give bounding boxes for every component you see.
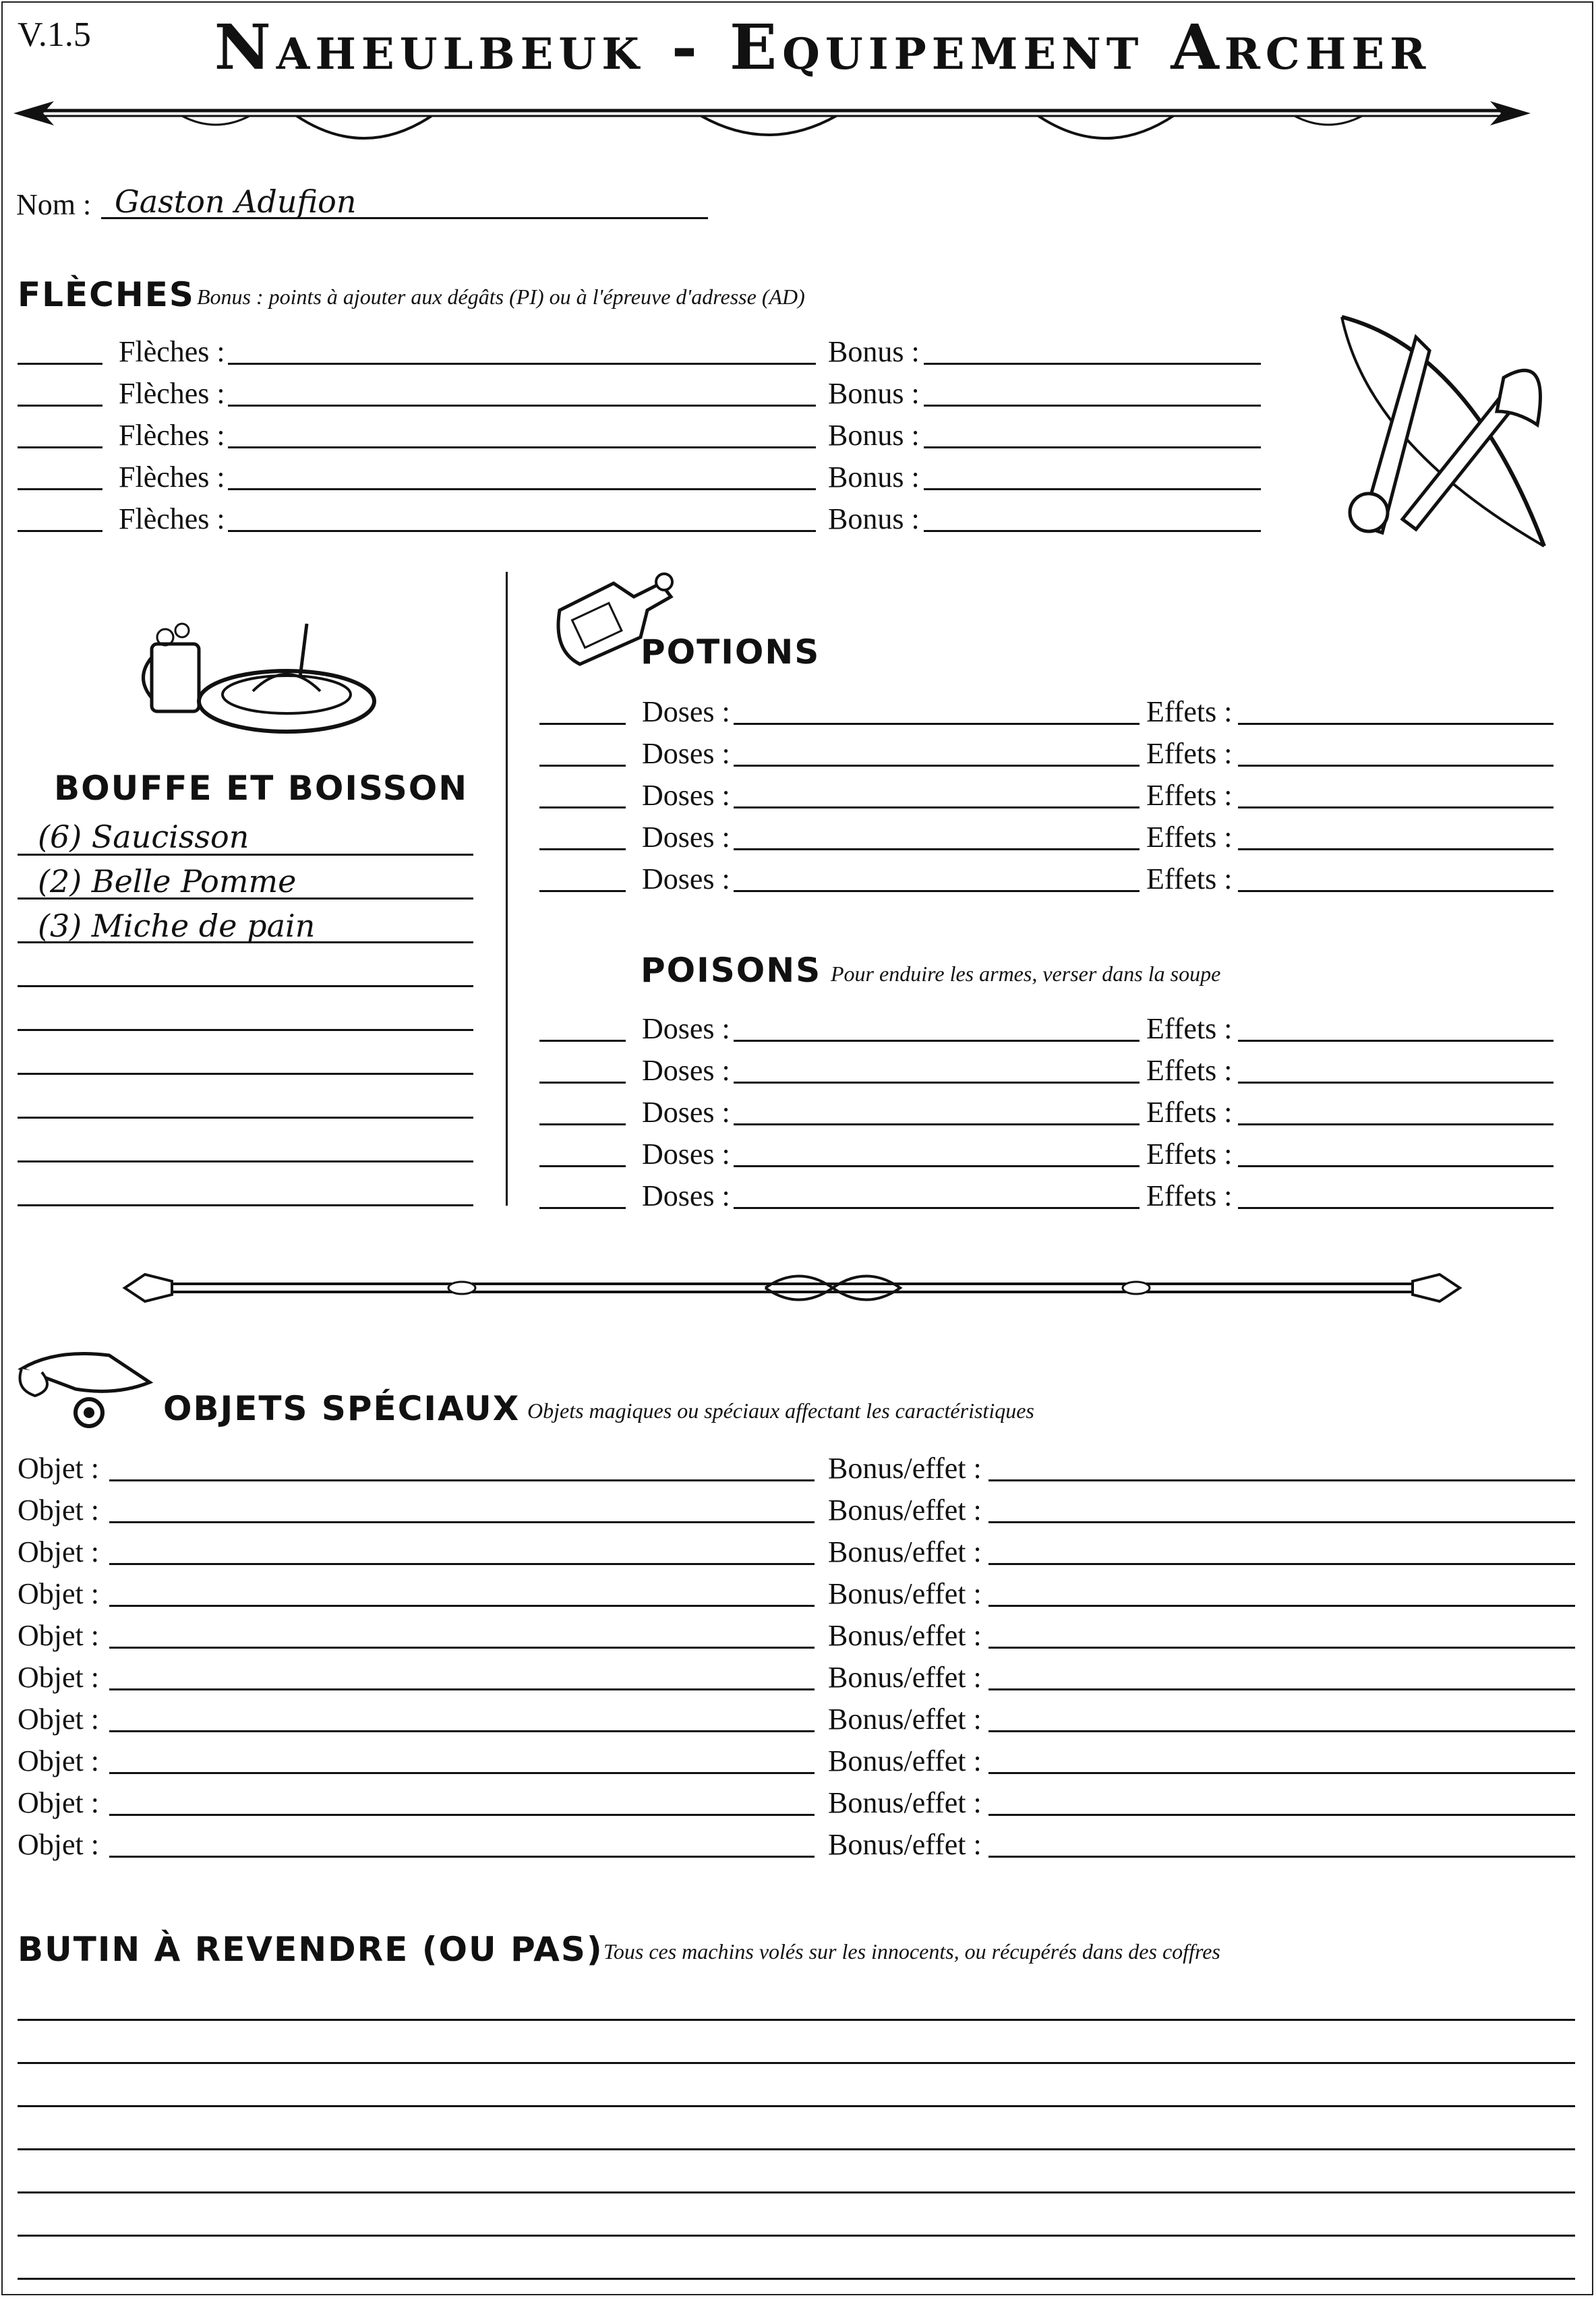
poisons-doses-line[interactable] xyxy=(734,1082,1140,1084)
bouffe-line[interactable] xyxy=(18,1029,473,1031)
fleches-bonus-line[interactable] xyxy=(924,530,1261,532)
objet-label: Objet : xyxy=(18,1452,99,1485)
objet-bonus-label: Bonus/effet : xyxy=(828,1577,982,1610)
objet-label: Objet : xyxy=(18,1577,99,1610)
objet-bonus-label: Bonus/effet : xyxy=(828,1786,982,1819)
objet-label: Objet : xyxy=(18,1535,99,1568)
fleches-bonus-line[interactable] xyxy=(924,488,1261,490)
poisons-doses-line[interactable] xyxy=(734,1165,1140,1167)
potions-qty-line[interactable] xyxy=(539,890,626,892)
objet-line[interactable] xyxy=(109,1730,815,1732)
potions-qty-line[interactable] xyxy=(539,765,626,767)
bouffe-line[interactable] xyxy=(18,1073,473,1075)
objet-line[interactable] xyxy=(109,1563,815,1565)
fleches-bonus-label: Bonus : xyxy=(828,335,920,368)
fleches-qty-line[interactable] xyxy=(18,405,102,407)
fleches-heading: FLÈCHES xyxy=(18,275,195,314)
objet-bonus-line[interactable] xyxy=(988,1730,1575,1732)
poisons-doses-label: Doses : xyxy=(642,1179,730,1212)
name-field-line xyxy=(101,217,708,219)
fleches-name-line[interactable] xyxy=(228,446,816,448)
fleches-subtitle: Bonus : points à ajouter aux dégâts (PI) ou à l'épreuve d'adresse (AD) xyxy=(197,285,805,309)
objet-bonus-label: Bonus/effet : xyxy=(828,1661,982,1694)
objets-heading: OBJETS SPÉCIAUX xyxy=(163,1389,521,1428)
bouffe-item-1[interactable]: (6) Saucisson xyxy=(38,819,249,855)
objet-line[interactable] xyxy=(109,1605,815,1607)
version-label: V.1.5 xyxy=(18,16,91,54)
poisons-heading: POISONS xyxy=(641,951,822,990)
objet-bonus-line[interactable] xyxy=(988,1856,1575,1858)
objet-bonus-label: Bonus/effet : xyxy=(828,1744,982,1777)
potions-effets-label: Effets : xyxy=(1146,779,1233,812)
bouffe-line[interactable] xyxy=(18,1204,473,1206)
fleches-name-line[interactable] xyxy=(228,405,816,407)
objet-bonus-label: Bonus/effet : xyxy=(828,1828,982,1861)
poisons-effets-line[interactable] xyxy=(1238,1165,1554,1167)
potions-qty-line[interactable] xyxy=(539,723,626,725)
poisons-qty-line[interactable] xyxy=(539,1123,626,1125)
objet-bonus-label: Bonus/effet : xyxy=(828,1619,982,1652)
bouffe-item-2[interactable]: (2) Belle Pomme xyxy=(38,863,297,900)
objet-label: Objet : xyxy=(18,1744,99,1777)
potions-effets-line[interactable] xyxy=(1238,723,1554,725)
poisons-qty-line[interactable] xyxy=(539,1165,626,1167)
objet-label: Objet : xyxy=(18,1786,99,1819)
bouffe-line[interactable] xyxy=(18,1160,473,1162)
objet-bonus-line[interactable] xyxy=(988,1647,1575,1649)
fleches-bonus-line[interactable] xyxy=(924,446,1261,448)
fleches-name-line[interactable] xyxy=(228,488,816,490)
potions-doses-line[interactable] xyxy=(734,765,1140,767)
poisons-effets-line[interactable] xyxy=(1238,1040,1554,1042)
poisons-subtitle: Pour enduire les armes, verser dans la soupe xyxy=(831,962,1221,986)
objet-bonus-line[interactable] xyxy=(988,1772,1575,1774)
objet-bonus-label: Bonus/effet : xyxy=(828,1452,982,1485)
butin-line[interactable] xyxy=(18,2062,1575,2064)
potions-qty-line[interactable] xyxy=(539,806,626,808)
bouffe-line[interactable] xyxy=(18,1117,473,1119)
objet-line[interactable] xyxy=(109,1814,815,1816)
fleches-label: Flèches : xyxy=(119,502,225,535)
potions-effets-line[interactable] xyxy=(1238,765,1554,767)
poisons-effets-label: Effets : xyxy=(1146,1138,1233,1171)
potions-doses-line[interactable] xyxy=(734,848,1140,850)
potions-doses-line[interactable] xyxy=(734,806,1140,808)
bouffe-line[interactable] xyxy=(18,897,473,900)
poisons-qty-line[interactable] xyxy=(539,1082,626,1084)
food-plate-icon xyxy=(138,603,381,738)
butin-subtitle: Tous ces machins volés sur les innocents, ou récupérés dans des coffres xyxy=(603,1939,1220,1964)
fleches-label: Flèches : xyxy=(119,461,225,494)
potions-effets-label: Effets : xyxy=(1146,862,1233,895)
fleches-label: Flèches : xyxy=(119,335,225,368)
butin-heading: BUTIN À REVENDRE (OU PAS) xyxy=(18,1930,603,1969)
poisons-effets-label: Effets : xyxy=(1146,1096,1233,1129)
fleches-label: Flèches : xyxy=(119,419,225,452)
objet-label: Objet : xyxy=(18,1661,99,1694)
fleches-bonus-line[interactable] xyxy=(924,363,1261,365)
potions-heading: POTIONS xyxy=(641,632,821,672)
name-value[interactable]: Gaston Adufion xyxy=(115,183,357,220)
butin-line[interactable] xyxy=(18,2235,1575,2237)
fleches-label: Flèches : xyxy=(119,377,225,410)
poisons-effets-line[interactable] xyxy=(1238,1207,1554,1209)
potions-qty-line[interactable] xyxy=(539,848,626,850)
potions-effets-line[interactable] xyxy=(1238,806,1554,808)
fleches-bonus-label: Bonus : xyxy=(828,461,920,494)
poisons-doses-line[interactable] xyxy=(734,1207,1140,1209)
poisons-doses-label: Doses : xyxy=(642,1096,730,1129)
butin-line[interactable] xyxy=(18,2148,1575,2150)
objet-bonus-line[interactable] xyxy=(988,1688,1575,1690)
potions-effets-label: Effets : xyxy=(1146,737,1233,770)
poisons-doses-line[interactable] xyxy=(734,1040,1140,1042)
fleches-qty-line[interactable] xyxy=(18,363,102,365)
poisons-effets-label: Effets : xyxy=(1146,1054,1233,1087)
butin-line[interactable] xyxy=(18,2278,1575,2280)
objet-line[interactable] xyxy=(109,1772,815,1774)
fleches-qty-line[interactable] xyxy=(18,530,102,532)
objets-subtitle: Objets magiques ou spéciaux affectant les caractéristiques xyxy=(527,1398,1034,1423)
objet-bonus-line[interactable] xyxy=(988,1521,1575,1523)
poisons-qty-line[interactable] xyxy=(539,1207,626,1209)
objet-bonus-label: Bonus/effet : xyxy=(828,1703,982,1736)
potions-effets-label: Effets : xyxy=(1146,821,1233,854)
potions-effets-line[interactable] xyxy=(1238,890,1554,892)
bouffe-heading: BOUFFE ET BOISSON xyxy=(54,769,469,808)
staff-divider-icon xyxy=(125,1261,1460,1315)
fleches-bonus-label: Bonus : xyxy=(828,502,920,535)
poisons-effets-line[interactable] xyxy=(1238,1082,1554,1084)
objet-label: Objet : xyxy=(18,1494,99,1527)
objet-line[interactable] xyxy=(109,1688,815,1690)
objet-bonus-line[interactable] xyxy=(988,1563,1575,1565)
objet-label: Objet : xyxy=(18,1703,99,1736)
poisons-doses-line[interactable] xyxy=(734,1123,1140,1125)
butin-line[interactable] xyxy=(18,2191,1575,2193)
potions-doses-label: Doses : xyxy=(642,695,730,728)
scroll-ring-icon xyxy=(15,1342,156,1430)
objet-bonus-line[interactable] xyxy=(988,1605,1575,1607)
poisons-effets-label: Effets : xyxy=(1146,1179,1233,1212)
column-divider xyxy=(506,572,508,1206)
objet-line[interactable] xyxy=(109,1479,815,1481)
potions-doses-label: Doses : xyxy=(642,862,730,895)
fleches-name-line[interactable] xyxy=(228,530,816,532)
poisons-qty-line[interactable] xyxy=(539,1040,626,1042)
fleches-qty-line[interactable] xyxy=(18,446,102,448)
objet-bonus-line[interactable] xyxy=(988,1814,1575,1816)
crossed-weapons-icon xyxy=(1322,310,1564,553)
potions-doses-label: Doses : xyxy=(642,779,730,812)
poisons-effets-label: Effets : xyxy=(1146,1012,1233,1045)
potions-doses-line[interactable] xyxy=(734,890,1140,892)
poisons-doses-label: Doses : xyxy=(642,1138,730,1171)
potions-doses-line[interactable] xyxy=(734,723,1140,725)
objet-bonus-line[interactable] xyxy=(988,1479,1575,1481)
fleches-bonus-line[interactable] xyxy=(924,405,1261,407)
potions-effets-label: Effets : xyxy=(1146,695,1233,728)
bouffe-line[interactable] xyxy=(18,854,473,856)
arrow-divider-icon xyxy=(13,86,1531,140)
objet-bonus-label: Bonus/effet : xyxy=(828,1535,982,1568)
bouffe-line[interactable] xyxy=(18,985,473,987)
poisons-effets-line[interactable] xyxy=(1238,1123,1554,1125)
name-label: Nom : xyxy=(16,188,92,221)
fleches-bonus-label: Bonus : xyxy=(828,377,920,410)
bouffe-line[interactable] xyxy=(18,941,473,943)
objet-label: Objet : xyxy=(18,1828,99,1861)
butin-line[interactable] xyxy=(18,2105,1575,2107)
poisons-doses-label: Doses : xyxy=(642,1054,730,1087)
potions-effets-line[interactable] xyxy=(1238,848,1554,850)
butin-line[interactable] xyxy=(18,2019,1575,2021)
bouffe-item-3[interactable]: (3) Miche de pain xyxy=(38,908,316,944)
page-title: Naheulbeuk - Equipement Archer xyxy=(214,11,1431,84)
objet-line[interactable] xyxy=(109,1521,815,1523)
objet-bonus-label: Bonus/effet : xyxy=(828,1494,982,1527)
objet-line[interactable] xyxy=(109,1647,815,1649)
objet-line[interactable] xyxy=(109,1856,815,1858)
objet-label: Objet : xyxy=(18,1619,99,1652)
potions-doses-label: Doses : xyxy=(642,821,730,854)
fleches-qty-line[interactable] xyxy=(18,488,102,490)
poisons-doses-label: Doses : xyxy=(642,1012,730,1045)
potions-doses-label: Doses : xyxy=(642,737,730,770)
fleches-bonus-label: Bonus : xyxy=(828,419,920,452)
fleches-name-line[interactable] xyxy=(228,363,816,365)
